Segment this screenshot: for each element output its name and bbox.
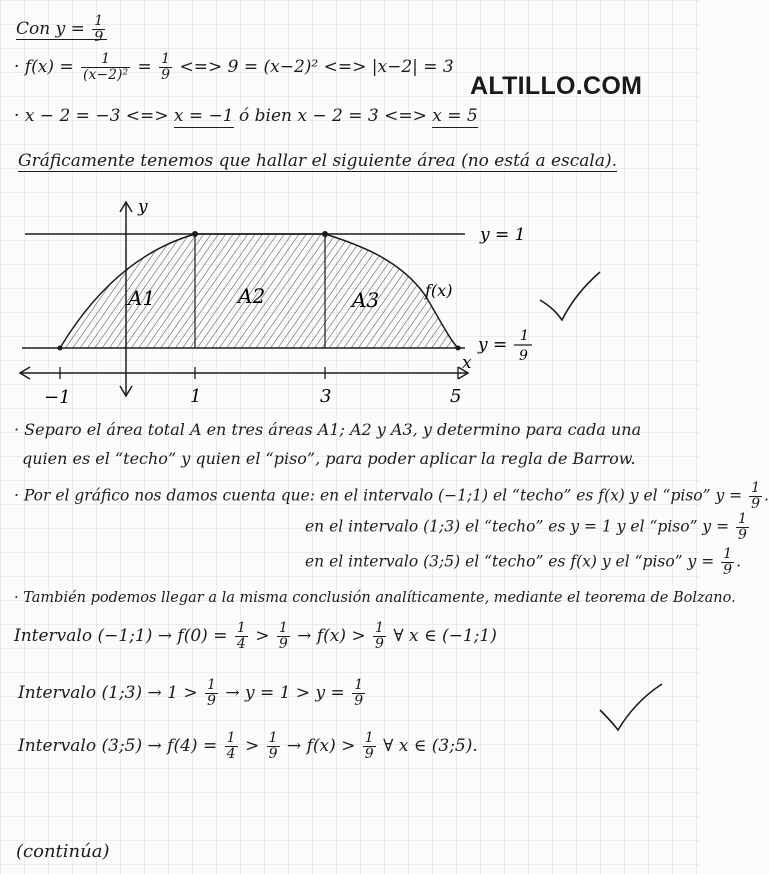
x-axis-label: x [462, 353, 472, 373]
interval-2-line: Intervalo (1;3) → 1 > $\frac{1}{9}$ → y = 1 > y = $\frac{1}{9}$ [18, 677, 364, 709]
checkmark-icon-2 [590, 680, 670, 740]
label-y-1: y = 1 [480, 225, 526, 245]
area-graph [0, 190, 700, 410]
para3-intro: · También podemos llegar a la misma conclusión analíticamente, mediante el teorema de Bolzano. [14, 590, 736, 606]
solution-1: x = −1 [173, 106, 234, 126]
point-5 [456, 346, 461, 351]
given-var: y [55, 19, 66, 39]
area-a3-label: A3 [352, 288, 380, 312]
area-a2-label: A2 [238, 284, 266, 308]
para1-line2: quien es el “techo” y quien el “piso”, para poder aplicar la regla de Barrow. [22, 449, 636, 468]
watermark-logo: ALTILLO.COM [470, 72, 643, 100]
label-y-frac-den: 9 [519, 348, 528, 364]
given-prefix: Con [16, 19, 51, 39]
para2-line3: en el intervalo (3;5) el “techo” es f(x) y el “piso” y = $\frac{1}{9}$ . [305, 546, 742, 578]
para2-line2: en el intervalo (1;3) el “techo” es y = 1 y el “piso” y = $\frac{1}{9}$ [305, 511, 747, 543]
given-line [16, 14, 107, 45]
para1-line1: · Separo el área total A en tres áreas A1; A2 y A3, y determino para cada una [14, 420, 642, 439]
point-3 [322, 231, 328, 237]
equation-line-1: · f(x) = $\frac{1}{\text{(x−2)²}}$ = $\frac{1}{9}$ <=> 9 = (x−2)² <=> |x−2| = 3 [14, 51, 454, 83]
checkmark-icon [540, 272, 600, 320]
graph-intro: Gráficamente tenemos que hallar el siguiente área (no está a escala). [18, 151, 618, 171]
tick-label-minus1: −1 [44, 387, 71, 408]
rhs-fraction: $\frac{1}{9}$ [161, 51, 171, 83]
interval-1-line: Intervalo (−1;1) → f(0) = $\frac{1}{4}$ > $\frac{1}{9}$ → f(x) > $\frac{1}{9}$ ∀ x ∈ (−1;1) [14, 620, 497, 652]
point-minus1 [58, 346, 63, 351]
continues-label: (continúa) [16, 841, 110, 862]
fx-fraction: $\frac{1}{\text{(x−2)²}}$ [83, 51, 129, 83]
fx-label: f(x) [425, 281, 453, 300]
tick-label-3: 3 [320, 386, 332, 407]
point-1 [192, 231, 198, 237]
label-y-frac-prefix: y = [478, 335, 508, 355]
given-fraction: $\frac{1}{9}$ [94, 13, 104, 45]
y-axis-label: y [138, 197, 148, 217]
interval-3-line: Intervalo (3;5) → f(4) = $\frac{1}{4}$ > $\frac{1}{9}$ → f(x) > $\frac{1}{9}$ ∀ x ∈ (3;5). [18, 730, 478, 762]
tick-label-5: 5 [450, 386, 462, 407]
label-y-frac-num: 1 [520, 328, 529, 344]
area-a1-label: A1 [128, 286, 156, 310]
para2-line1: · Por el gráfico nos damos cuenta que: en el intervalo (−1;1) el “techo” es f(x) y el “piso” y = $\frac{1}{9}$ . [14, 480, 769, 512]
equation-line-2: · x − 2 = −3 <=> x = −1 ó bien x − 2 = 3 <=> x = 5 [14, 106, 478, 126]
given-eq: = [70, 19, 85, 39]
solution-2: x = 5 [432, 106, 478, 126]
tick-label-1: 1 [190, 386, 202, 407]
